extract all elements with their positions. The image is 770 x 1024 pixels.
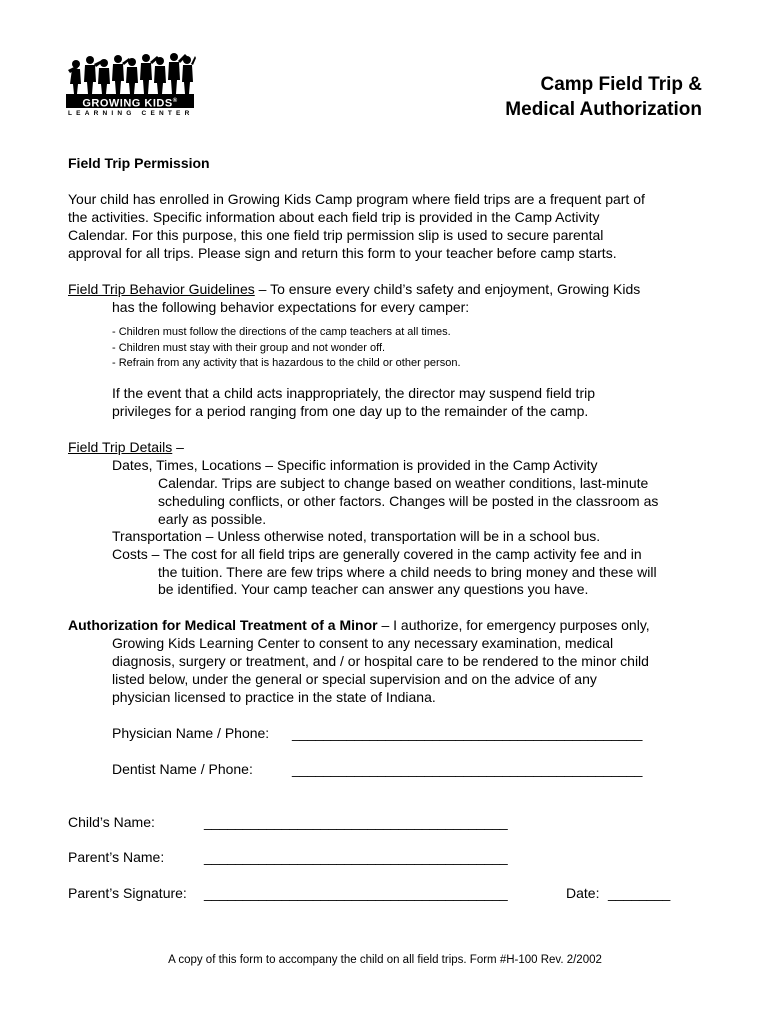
title-line-2: Medical Authorization	[505, 99, 702, 120]
date-field[interactable]: ________	[608, 885, 671, 901]
medical-line: diagnosis, surgery or treatment, and / or hospital care to be rendered to the minor child	[112, 653, 649, 669]
behavior-consequence: If the event that a child acts inappropriately, the director may suspend field trip	[112, 385, 595, 401]
permission-line: Calendar. For this purpose, this one field trip permission slip is used to secure parental	[68, 227, 604, 243]
dentist-label: Dentist Name / Phone:	[112, 761, 253, 777]
page-title	[505, 72, 702, 122]
details-costs: the tuition. There are few trips where a child needs to bring money and these will	[158, 564, 657, 580]
child-name-field[interactable]: _______________________________________	[204, 814, 508, 830]
details-dates: Calendar. Trips are subject to change based on weather conditions, last-minute	[158, 475, 649, 491]
logo-name: GROWING KIDS®	[66, 94, 194, 108]
behavior-rule: - Refrain from any activity that is hazardous to the child or other person.	[112, 357, 461, 369]
details-heading: Field Trip Details	[68, 439, 173, 455]
details-dates: Dates, Times, Locations – Specific information is provided in the Camp Activity	[112, 457, 598, 473]
dentist-field[interactable]: _____________________________________________	[292, 761, 643, 777]
details-transport: Transportation – Unless otherwise noted, transportation will be in a school bus.	[112, 528, 601, 544]
details-costs: Costs – The cost for all field trips are generally covered in the camp activity fee and in	[112, 546, 642, 562]
details-costs: be identified. Your camp teacher can answer any questions you have.	[158, 581, 589, 597]
details-dates: early as possible.	[158, 511, 267, 527]
permission-line: Your child has enrolled in Growing Kids Camp program where field trips are a frequent part of	[68, 191, 645, 207]
parent-signature-field[interactable]: _______________________________________	[204, 885, 508, 901]
child-name-label: Child’s Name:	[68, 814, 155, 830]
form-footer: A copy of this form to accompany the child on all field trips. Form #H-100 Rev. 2/2002	[168, 954, 602, 966]
medical-line: physician licensed to practice in the state of Indiana.	[112, 689, 436, 705]
details-dates: scheduling conflicts, or other factors. Changes will be posted in the classroom as	[158, 493, 659, 509]
medical-line: Growing Kids Learning Center to consent to any necessary examination, medical	[112, 635, 614, 651]
parent-name-field[interactable]: _______________________________________	[204, 849, 508, 865]
medical-heading: Authorization for Medical Treatment of a Minor	[68, 617, 378, 633]
date-label: Date:	[566, 885, 600, 901]
logo-subtitle: LEARNING CENTER	[68, 110, 194, 117]
behavior-heading: Field Trip Behavior Guidelines	[68, 281, 255, 297]
children-silhouette-icon	[66, 50, 196, 96]
physician-label: Physician Name / Phone:	[112, 725, 270, 741]
parent-name-label: Parent’s Name:	[68, 849, 165, 865]
permission-line: the activities. Specific information about each field trip is provided in the Camp Activity	[68, 209, 600, 225]
behavior-rule: - Children must stay with their group and not wonder off.	[112, 342, 386, 354]
behavior-intro-line-2: has the following behavior expectations for every camper:	[112, 299, 470, 315]
physician-field[interactable]: _____________________________________________	[292, 725, 643, 741]
behavior-consequence: privileges for a period ranging from one day up to the remainder of the camp.	[112, 403, 589, 419]
permission-heading: Field Trip Permission	[68, 155, 210, 171]
title-line-1: Camp Field Trip &	[540, 74, 702, 95]
medical-intro: Authorization for Medical Treatment of a Minor – I authorize, for emergency purposes only,	[68, 617, 650, 633]
behavior-rule: - Children must follow the directions of the camp teachers at all times.	[112, 326, 451, 338]
behavior-intro: Field Trip Behavior Guidelines – To ensure every child’s safety and enjoyment, Growing Kids	[68, 281, 641, 297]
medical-line: listed below, under the general or special supervision and on the advice of any	[112, 671, 597, 687]
permission-line: approval for all trips. Please sign and return this form to your teacher before camp starts.	[68, 245, 617, 261]
growing-kids-logo	[66, 50, 196, 122]
parent-signature-label: Parent’s Signature:	[68, 885, 187, 901]
details-heading-row: Field Trip Details –	[68, 439, 184, 455]
